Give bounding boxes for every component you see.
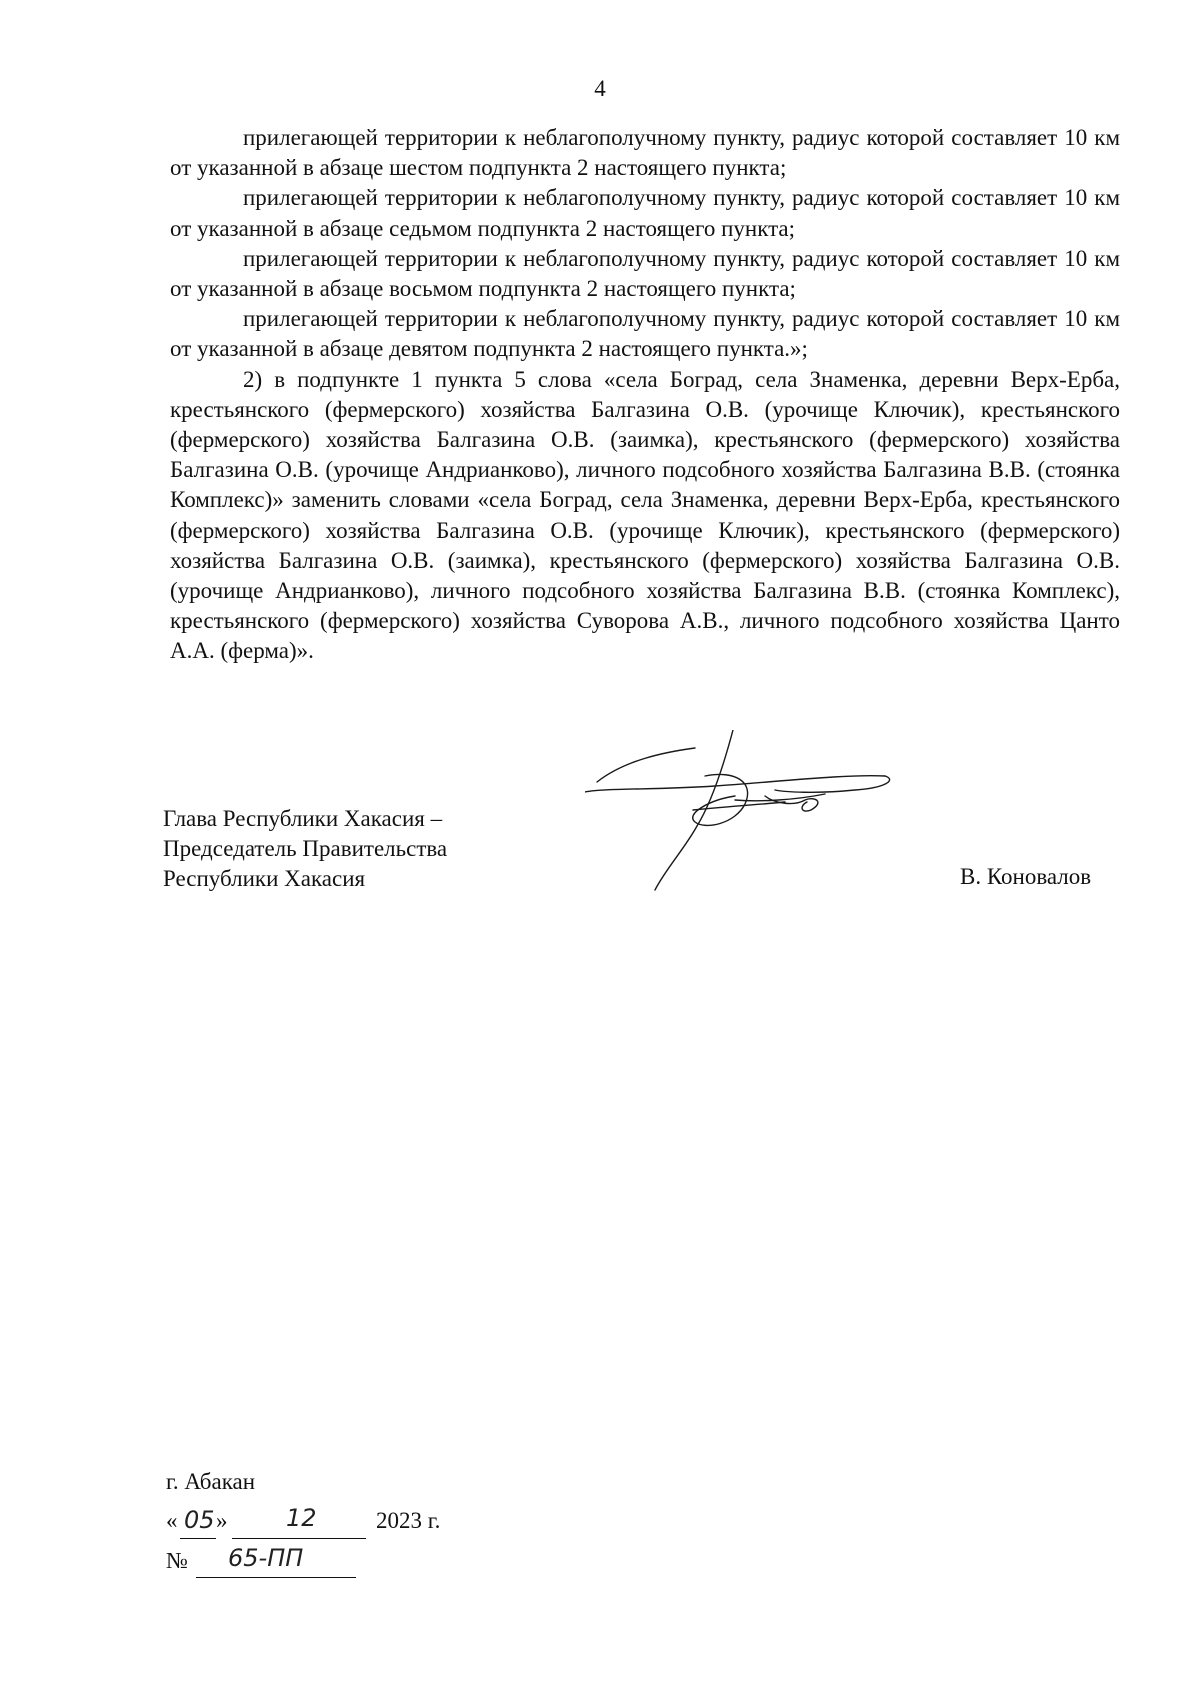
paragraph: прилегающей территории к неблагополучному пункту, радиус которой составляет 10 км от указанной в абзаце восьмом подпункта 2 настоящего пункта; [170,245,1120,302]
paragraph: 2) в подпункте 1 пункта 5 слова «села Боград, села Знаменка, деревни Верх-Ерба, крестьянского (фермерского) хозяйства Балгазина О.В. (урочище Ключик), крестьянского (фермерского) хозяйства Балгазина О.В. (заимка), крестьянского (фермерского) хозяйства Балгазина О.В. (урочище Андрианково), личного подсобного хозяйства Балгазина В.В. (стоянка Комплекс)» заменить словами «села Боград, села Знаменка, деревни Верх-Ерба, крестьянского (фермерского) хозяйства Балгазина О.В. (урочище Ключик), крестьянского (фермерского) хозяйства Балгазина О.В. (заимка), крестьянского (фермерского) хозяйства Балгазина О.В. (урочище Андрианково), личного подсобного хозяйства Балгазина В.В. (стоянка Комплекс), крестьянского (фермерского) хозяйства Суворова А.В., личного подсобного хозяйства Цанто А.А. (ферма)». [170,366,1120,664]
document-date [166,1504,506,1540]
number-value: 65-ПП [228,1544,304,1572]
date-day-underline [180,1538,216,1539]
signatory-title-line: Председатель Правительства [163,836,448,861]
signatory-title-line: Глава Республики Хакасия – [163,806,443,831]
date-close-quote: » [216,1508,228,1533]
signatory-name: В. Коновалов [960,864,1092,889]
paragraph: прилегающей территории к неблагополучному пункту, радиус которой составляет 10 км от указанной в абзаце шестом подпункта 2 настоящего пункта; [170,125,1120,181]
document-body [170,123,1120,667]
document-number [166,1544,506,1582]
handwritten-signature [585,730,945,900]
number-label: № [166,1548,188,1573]
date-year: 2023 г. [376,1508,441,1533]
paragraph: прилегающей территории к неблагополучному пункту, радиус которой составляет 10 км от указанной в абзаце седьмом подпункта 2 настоящего пункта; [170,185,1120,241]
page-number: 4 [594,76,606,101]
date-month: 12 [286,1504,317,1532]
signatory-title [163,804,447,894]
number-underline [196,1577,356,1578]
date-month-underline [232,1538,366,1539]
paragraph: прилегающей территории к неблагополучному пункту, радиус которой составляет 10 км от указанной в абзаце девятом подпункта 2 настоящего пункта.»; [170,306,1120,362]
date-day: 05 [184,1506,215,1534]
document-city: г. Абакан [166,1469,256,1494]
date-open-quote: « [166,1508,178,1533]
signatory-title-line: Республики Хакасия [163,866,366,891]
